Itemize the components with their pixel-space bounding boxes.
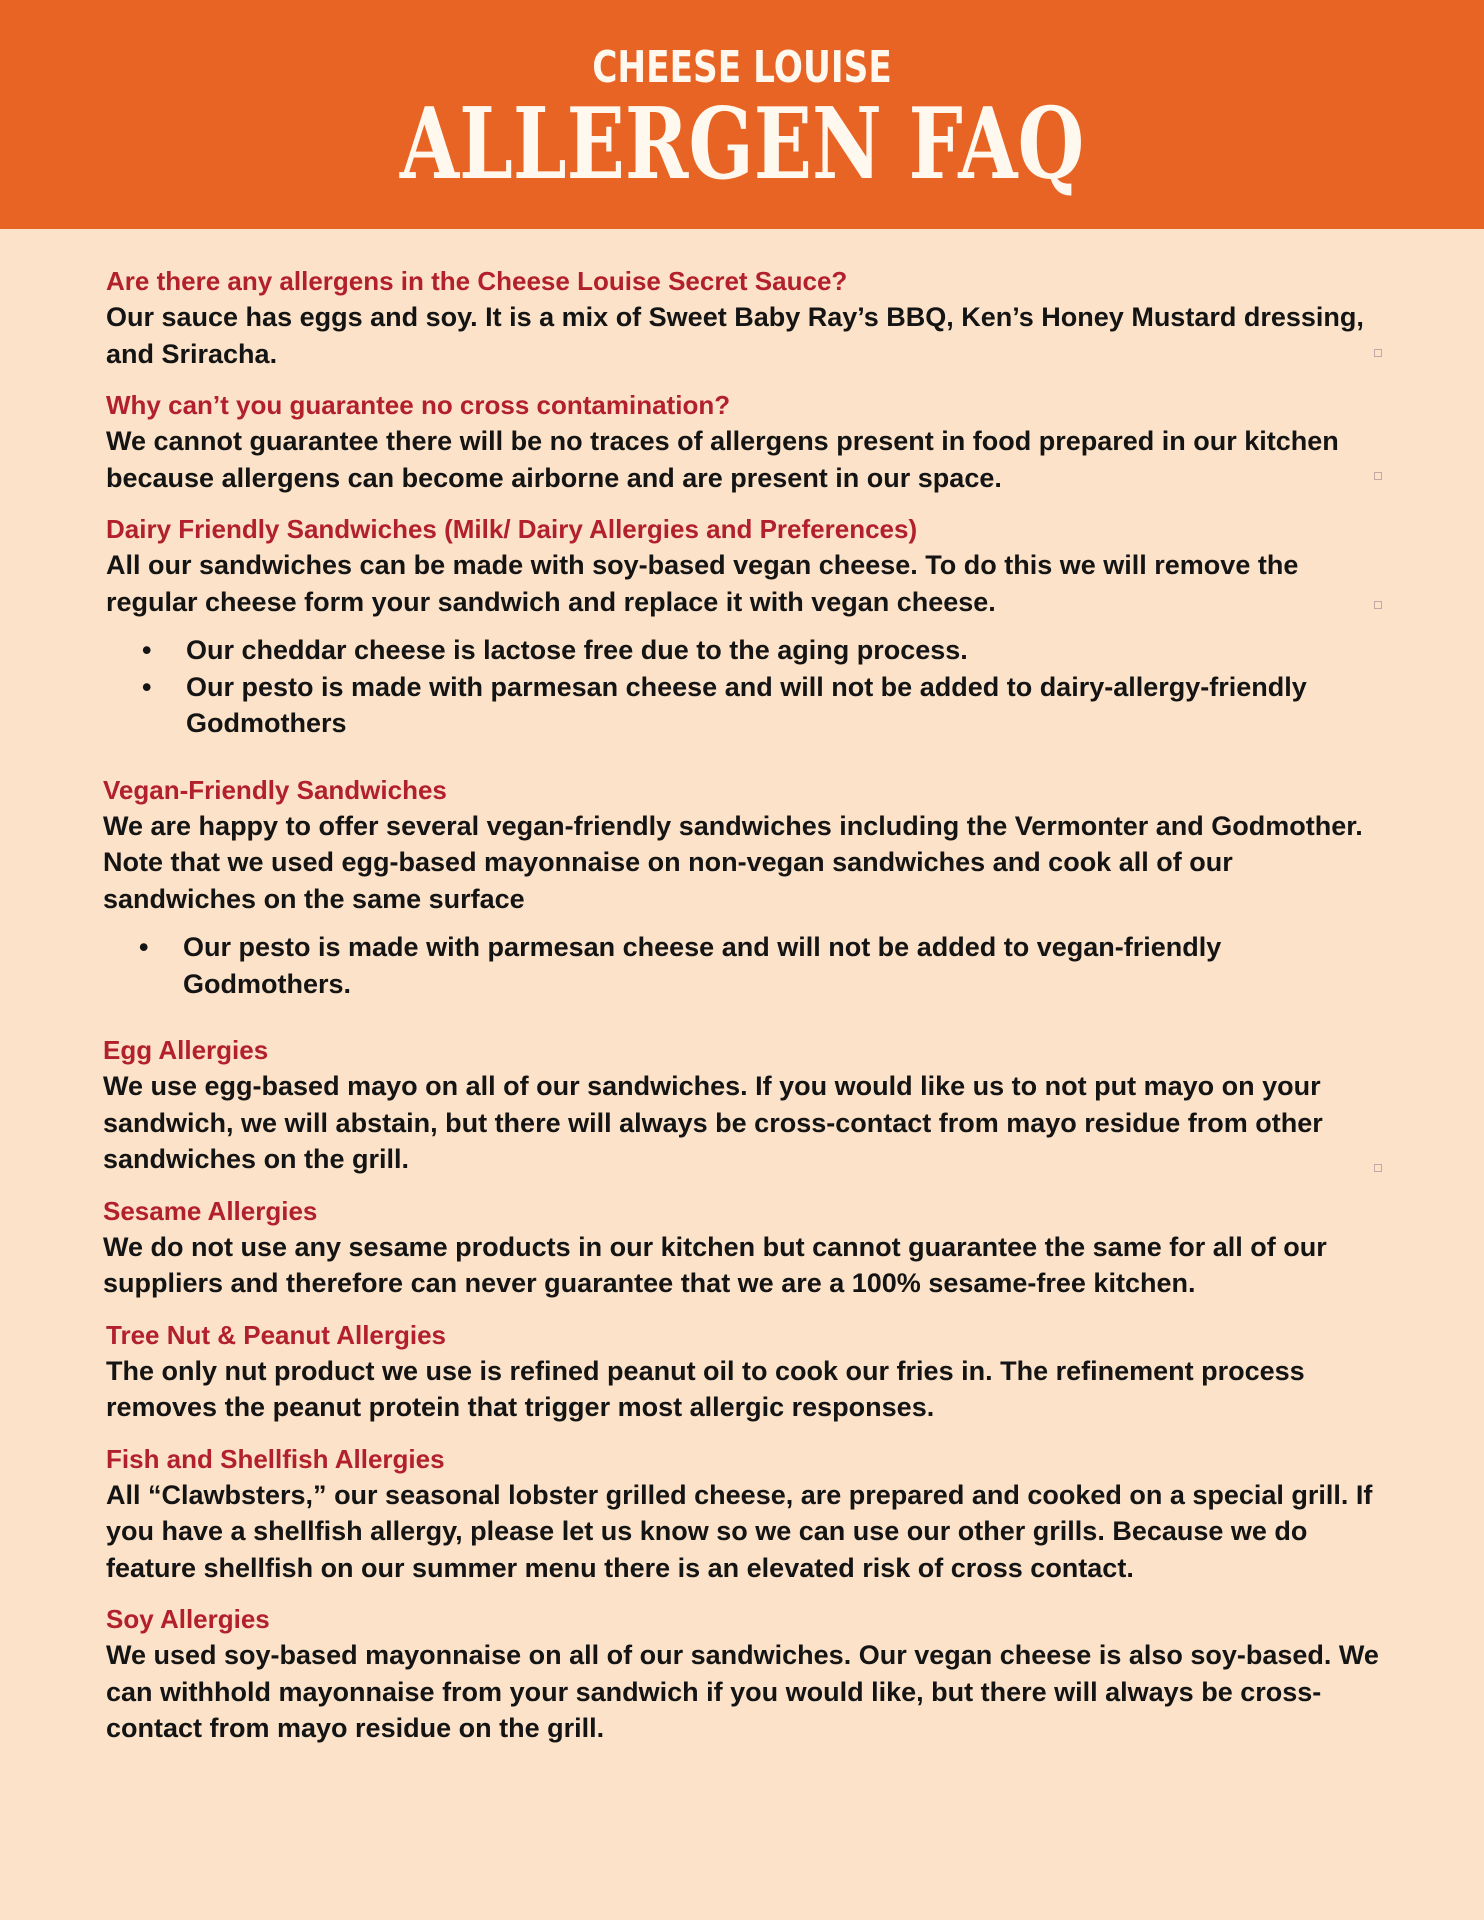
margin-mark	[1374, 601, 1382, 609]
faq-item-egg	[103, 1032, 1391, 1178]
faq-answer: We use egg-based mayo on all of our sandwiches. If you would like us to not put mayo on your sandwich, we will abstain, but there will always be cross-contact from mayo residue from other sandwiches on the grill.	[103, 1071, 1323, 1174]
faq-question: Dairy Friendly Sandwiches (Milk/ Dairy Allergies and Preferences)	[106, 514, 918, 544]
faq-item-vegan	[103, 772, 1391, 1003]
faq-answer: We used soy-based mayonnaise on all of our sandwiches. Our vegan cheese is also soy-based. We can withhold mayonnaise from your sandwich if you would like, but there will always be cross-contact from mayo residue on the grill.	[106, 1640, 1379, 1743]
page-title: ALLERGEN FAQ	[399, 87, 1085, 202]
faq-answer: Our sauce has eggs and soy. It is a mix of Sweet Baby Ray’s BBQ, Ken’s Honey Mustard dressing, and Sriracha.	[106, 302, 1364, 369]
faq-question: Are there any allergens in the Cheese Louise Secret Sauce?	[106, 266, 848, 296]
margin-mark	[1374, 472, 1382, 480]
faq-question: Vegan-Friendly Sandwiches	[103, 774, 447, 805]
faq-question: Tree Nut & Peanut Allergies	[106, 1319, 447, 1350]
faq-answer: All “Clawbsters,” our seasonal lobster grilled cheese, are prepared and cooked on a special grill. If you have a shellfish allergy, please let us know so we can use our other grills. Because we do feature shellfish on our summer menu there is an elevated risk of cross contact.	[106, 1479, 1373, 1583]
bullet-item: • Our cheddar cheese is lactose free due to the aging process.	[186, 632, 1391, 669]
faq-question: Sesame Allergies	[103, 1195, 318, 1226]
brand-name: CHEESE LOUISE	[592, 42, 892, 93]
faq-item-soy	[106, 1601, 1391, 1747]
faq-item-shellfish	[106, 1441, 1391, 1587]
faq-question: Soy Allergies	[106, 1604, 270, 1634]
faq-question: Egg Allergies	[103, 1035, 269, 1065]
bullet-item: • Our pesto is made with parmesan cheese and will not be added to dairy-allergy-friendly Godmothers	[186, 669, 1391, 742]
faq-list	[103, 263, 1391, 1762]
faq-answer: We cannot guarantee there will be no traces of allergens present in food prepared in our kitchen because allergens can become airborne and are present in our space.	[106, 426, 1339, 493]
faq-question: Fish and Shellfish Allergies	[106, 1443, 445, 1474]
faq-answer: All our sandwiches can be made with soy-based vegan cheese. To do this we will remove the regular cheese form your sandwich and replace it with vegan cheese.	[106, 550, 1299, 617]
bullet-list	[106, 632, 1391, 742]
faq-item-tree-nut	[106, 1317, 1391, 1426]
faq-answer: We do not use any sesame products in our kitchen but cannot guarantee the same for all of our suppliers and therefore can never guarantee that we are a 100% sesame-free kitchen.	[103, 1231, 1327, 1298]
header-banner	[0, 0, 1484, 229]
faq-item-secret-sauce	[106, 263, 1391, 372]
faq-question: Why can’t you guarantee no cross contamination?	[106, 390, 731, 420]
faq-item-cross-contamination	[106, 387, 1391, 496]
faq-answer: The only nut product we use is refined peanut oil to cook our fries in. The refinement process removes the peanut protein that trigger most allergic responses.	[106, 1355, 1305, 1422]
faq-item-sesame	[103, 1193, 1391, 1302]
margin-mark	[1374, 1164, 1382, 1172]
faq-item-dairy	[106, 511, 1391, 742]
faq-answer: We are happy to offer several vegan-friendly sandwiches including the Vermonter and Godmother. Note that we used egg-based mayonnaise on non-vegan sandwiches and cook all of our sandwiches on the same surface	[103, 810, 1363, 914]
bullet-item: • Our pesto is made with parmesan cheese and will not be added to vegan-friendly Godmothers.	[183, 929, 1391, 1002]
bullet-list	[103, 929, 1391, 1002]
margin-mark	[1374, 349, 1382, 357]
